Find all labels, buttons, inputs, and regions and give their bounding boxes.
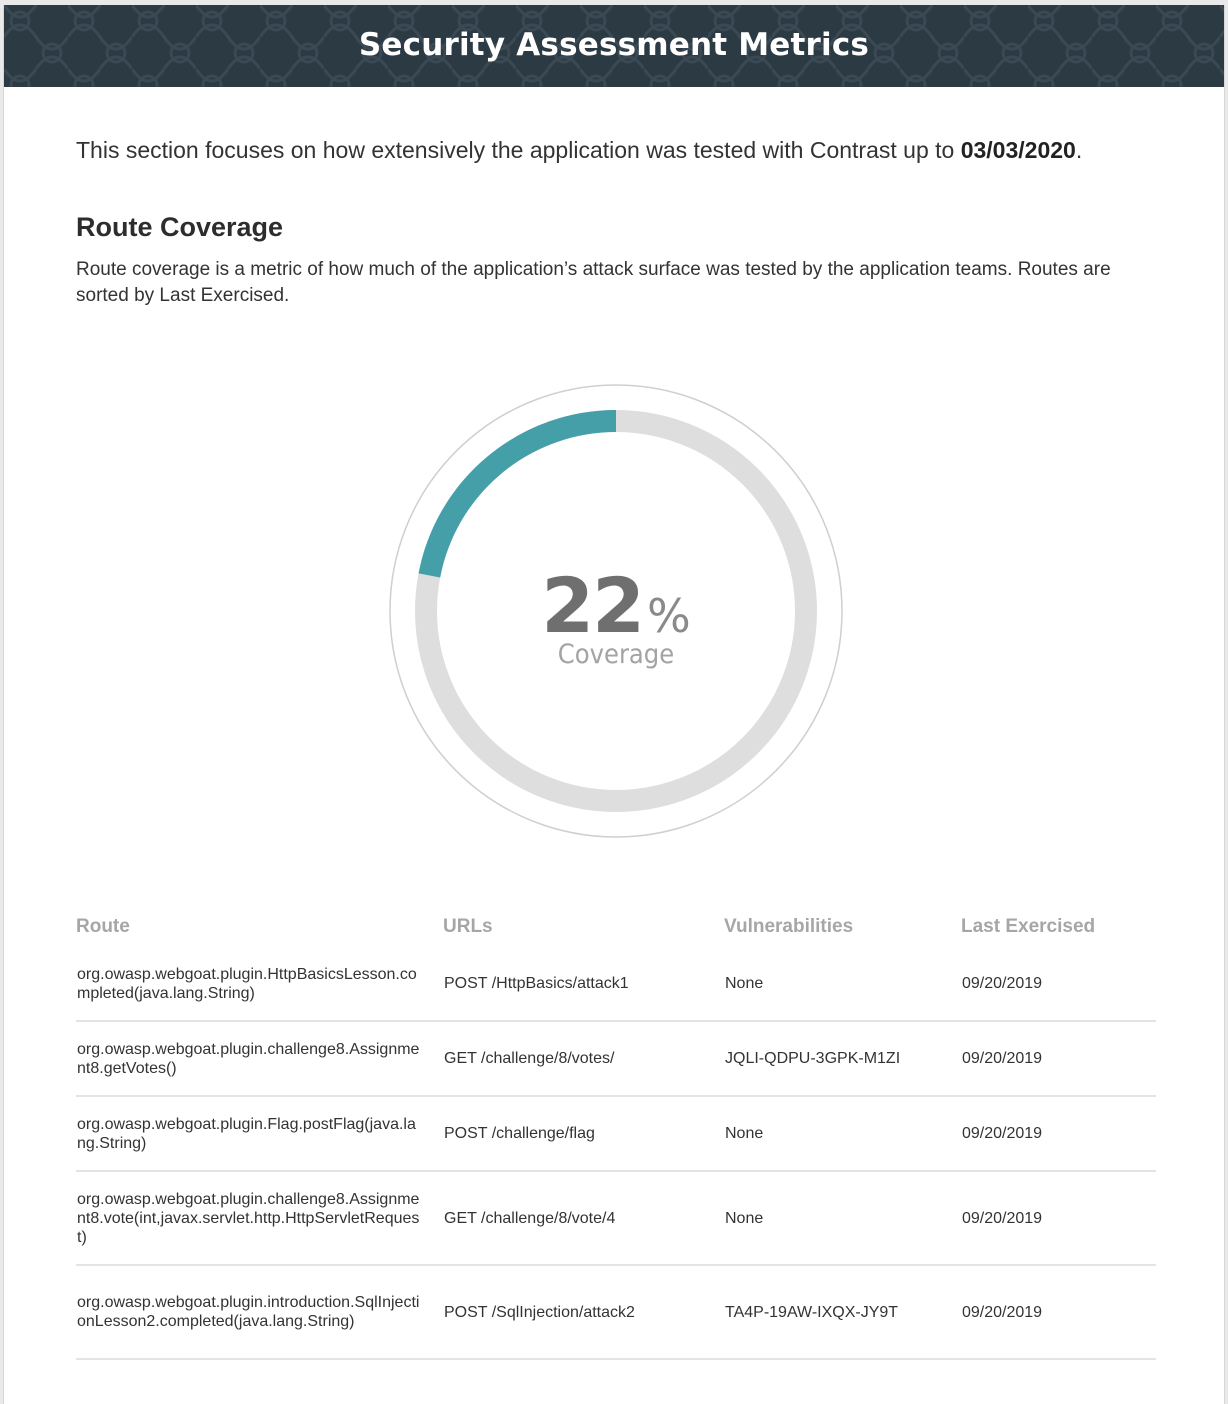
route-cell: org.owasp.webgoat.plugin.HttpBasicsLesson.completed(java.lang.String) — [76, 947, 443, 1021]
report-page — [3, 5, 1225, 1404]
last-exercised-cell: 09/20/2019 — [961, 1265, 1156, 1359]
header-last-exercised: Last Exercised — [961, 916, 1096, 937]
vulnerability-cell: None — [724, 1096, 961, 1171]
vulnerability-cell: None — [724, 1171, 961, 1265]
url-cell: POST /challenge/flag — [443, 1096, 724, 1171]
intro-text — [76, 137, 1156, 164]
coverage-unit: % — [647, 589, 691, 643]
url-cell: GET /challenge/8/votes/ — [443, 1021, 724, 1096]
coverage-number: 22 — [541, 561, 644, 650]
gauge-outline — [390, 385, 842, 837]
url-cell: POST /HttpBasics/attack1 — [443, 947, 724, 1021]
route-cell: org.owasp.webgoat.plugin.challenge8.Assignment8.vote(int,javax.servlet.http.HttpServletRequest) — [76, 1171, 443, 1265]
header-route: Route — [76, 916, 130, 937]
table-row — [76, 947, 1156, 1021]
coverage-gauge — [388, 383, 844, 839]
last-exercised-cell: 09/20/2019 — [961, 1171, 1156, 1265]
vulnerability-link[interactable]: JQLI-QDPU-3GPK-M1ZI — [724, 1021, 961, 1096]
url-cell: POST /SqlInjection/attack2 — [443, 1265, 724, 1359]
page-title: Security Assessment Metrics — [358, 27, 870, 63]
route-cell: org.owasp.webgoat.plugin.introduction.SqlInjectionLesson2.completed(java.lang.String) — [76, 1265, 443, 1359]
table-row — [76, 1096, 1156, 1171]
route-table — [76, 908, 1156, 1360]
gauge-filled-arc — [429, 421, 616, 575]
last-exercised-cell: 09/20/2019 — [961, 947, 1156, 1021]
section-description: Route coverage is a metric of how much of the application’s attack surface was tested by the application teams. Routes are sorted by Last Exercised. — [76, 259, 1111, 306]
intro-date: 03/03/2020 — [960, 137, 1076, 163]
header-banner — [4, 5, 1224, 87]
table-header-row — [76, 908, 1156, 947]
table-row — [76, 1171, 1156, 1265]
route-cell: org.owasp.webgoat.plugin.challenge8.Assignment8.getVotes() — [76, 1021, 443, 1096]
table-row — [76, 1265, 1156, 1359]
section-title: Route Coverage — [76, 212, 284, 242]
intro-suffix: . — [1075, 137, 1083, 163]
header-vulnerabilities: Vulnerabilities — [724, 916, 854, 937]
vulnerability-cell: None — [724, 947, 961, 1021]
table-row — [76, 1021, 1156, 1096]
route-cell: org.owasp.webgoat.plugin.Flag.postFlag(java.lang.String) — [76, 1096, 443, 1171]
url-cell: GET /challenge/8/vote/4 — [443, 1171, 724, 1265]
intro-sentence: This section focuses on how extensively the application was tested with Contrast up to — [76, 137, 961, 163]
coverage-label: Coverage — [557, 639, 675, 670]
vulnerability-link[interactable]: TA4P-19AW-IXQX-JY9T — [724, 1265, 961, 1359]
header-urls: URLs — [443, 916, 493, 937]
last-exercised-cell: 09/20/2019 — [961, 1021, 1156, 1096]
last-exercised-cell: 09/20/2019 — [961, 1096, 1156, 1171]
